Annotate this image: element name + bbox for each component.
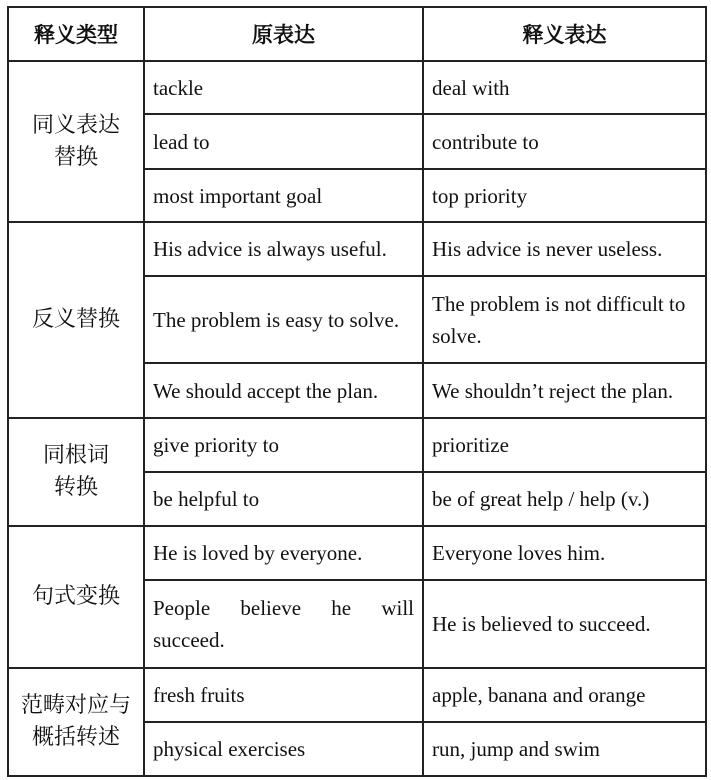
paraphrase-cell: His advice is never useless. xyxy=(423,222,706,276)
table-row xyxy=(8,61,706,114)
header-row xyxy=(8,7,706,61)
type-cell-cognate: 同根词 转换 xyxy=(8,418,144,526)
original-cell: We should accept the plan. xyxy=(144,363,423,418)
header-paraphrase: 释义表达 xyxy=(423,7,706,61)
original-cell: He is loved by everyone. xyxy=(144,526,423,580)
paraphrase-cell: apple, banana and orange xyxy=(423,668,706,722)
paraphrase-cell: prioritize xyxy=(423,418,706,472)
original-cell: be helpful to xyxy=(144,472,423,526)
original-cell: His advice is always useful. xyxy=(144,222,423,276)
paraphrase-cell: run, jump and swim xyxy=(423,722,706,776)
original-cell: give priority to xyxy=(144,418,423,472)
paraphrase-cell: deal with xyxy=(423,61,706,114)
paraphrase-cell: Everyone loves him. xyxy=(423,526,706,580)
type-cell-synonym: 同义表达 替换 xyxy=(8,61,144,222)
paraphrase-cell: The problem is not difficult to solve. xyxy=(423,276,706,363)
paraphrase-cell: top priority xyxy=(423,169,706,222)
type-cell-antonym: 反义替换 xyxy=(8,222,144,418)
table-row xyxy=(8,526,706,580)
table-row xyxy=(8,418,706,472)
paraphrase-cell: be of great help / help (v.) xyxy=(423,472,706,526)
type-cell-sentence-pattern: 句式变换 xyxy=(8,526,144,668)
header-type: 释义类型 xyxy=(8,7,144,61)
original-cell: physical exercises xyxy=(144,722,423,776)
original-cell: lead to xyxy=(144,114,423,169)
paraphrase-cell: We shouldn’t reject the plan. xyxy=(423,363,706,418)
table-row xyxy=(8,222,706,276)
original-cell: People believe he will succeed. xyxy=(144,580,423,668)
original-cell: tackle xyxy=(144,61,423,114)
table-row xyxy=(8,668,706,722)
original-cell: fresh fruits xyxy=(144,668,423,722)
header-original: 原表达 xyxy=(144,7,423,61)
original-cell: The problem is easy to solve. xyxy=(144,276,423,363)
paraphrase-table xyxy=(7,6,707,777)
paraphrase-cell: contribute to xyxy=(423,114,706,169)
type-cell-category: 范畴对应与 概括转述 xyxy=(8,668,144,776)
paraphrase-cell: He is believed to succeed. xyxy=(423,580,706,668)
original-cell: most important goal xyxy=(144,169,423,222)
